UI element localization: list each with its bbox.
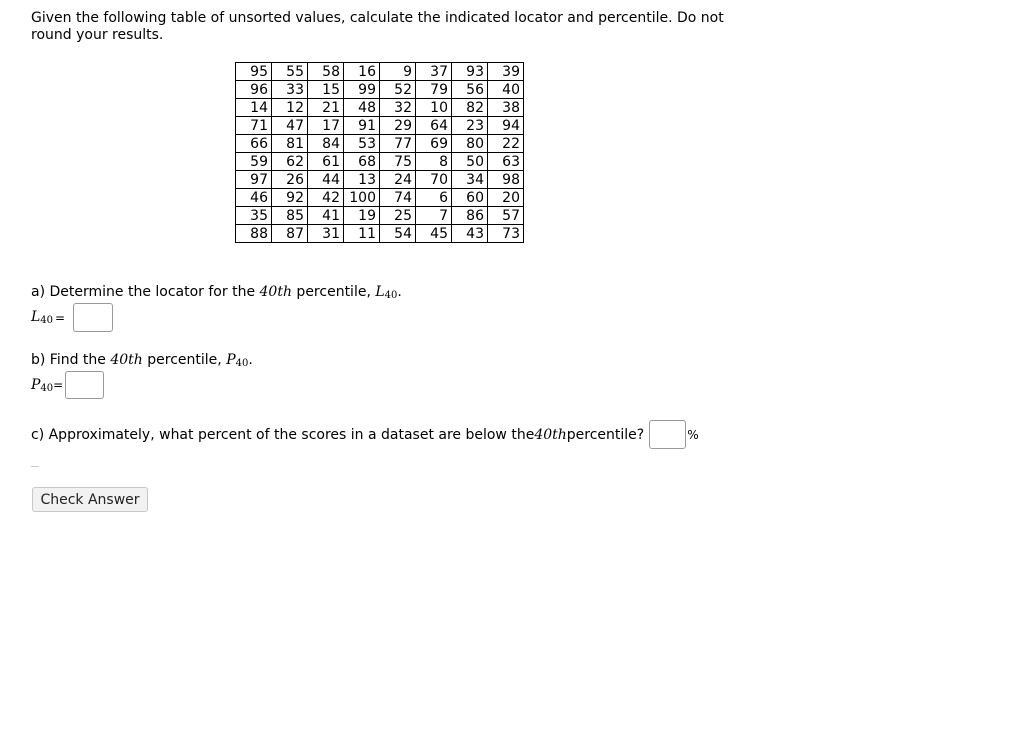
question-b-math: 40th [110,352,143,368]
values-table [235,62,524,243]
question-b-middle: percentile, [142,352,227,368]
table-cell: 9 [380,63,416,81]
table-cell: 19 [344,207,380,225]
question-b-symbol: $P_{40}$ [226,352,249,369]
table-row [236,135,524,153]
table-cell: 13 [344,171,380,189]
question-c-math: 40th [534,426,567,443]
table-cell: 59 [236,153,272,171]
table-cell: 54 [380,225,416,243]
table-cell: 32 [380,99,416,117]
answer-a-label: $L_{40}$ [31,309,54,326]
table-cell: 11 [344,225,380,243]
table-cell: 55 [272,63,308,81]
table-cell: 16 [344,63,380,81]
table-cell: 77 [380,135,416,153]
table-cell: 56 [452,81,488,99]
table-cell: 95 [236,63,272,81]
table-row [236,171,524,189]
table-cell: 35 [236,207,272,225]
answer-b-row [31,371,104,399]
table-row [236,81,524,99]
table-cell: 99 [344,81,380,99]
table-cell: 86 [452,207,488,225]
question-a-suffix: . [397,284,402,300]
answer-a-equals: = [55,310,66,325]
table-cell: 10 [416,99,452,117]
locator-input[interactable] [73,303,113,332]
table-cell: 15 [308,81,344,99]
table-cell: 80 [452,135,488,153]
instructions-text: Given the following table of unsorted values, calculate the indicated locator and percentile. Do not round your results. [31,10,724,43]
table-cell: 61 [308,153,344,171]
table-cell: 47 [272,117,308,135]
table-cell: 69 [416,135,452,153]
percent-input[interactable] [649,420,686,449]
table-cell: 98 [488,171,524,189]
table-row [236,153,524,171]
table-cell: 17 [308,117,344,135]
percent-unit: % [687,427,699,442]
table-cell: 85 [272,207,308,225]
question-c-suffix: percentile? [566,426,645,443]
table-cell: 62 [272,153,308,171]
table-cell: 24 [380,171,416,189]
table-cell: 38 [488,99,524,117]
table-cell: 58 [308,63,344,81]
question-c-prefix: c) Approximately, what percent of the scores in a dataset are below the [31,426,535,443]
table-cell: 96 [236,81,272,99]
table-cell: 92 [272,189,308,207]
table-cell: 44 [308,171,344,189]
table-cell: 31 [308,225,344,243]
table-cell: 70 [416,171,452,189]
table-cell: 7 [416,207,452,225]
table-row [236,207,524,225]
question-b-suffix: . [248,352,253,368]
question-a-prefix: a) Determine the locator for the [31,284,260,300]
question-b-prefix: b) Find the [31,352,111,368]
table-cell: 75 [380,153,416,171]
table-cell: 88 [236,225,272,243]
table-cell: 8 [416,153,452,171]
divider [31,466,39,467]
table-cell: 33 [272,81,308,99]
percentile-input[interactable] [65,371,104,399]
table-cell: 41 [308,207,344,225]
table-cell: 50 [452,153,488,171]
table-cell: 52 [380,81,416,99]
check-answer-button[interactable]: Check Answer [32,487,148,512]
table-row [236,189,524,207]
table-cell: 45 [416,225,452,243]
table-cell: 63 [488,153,524,171]
table-cell: 94 [488,117,524,135]
table-cell: 84 [308,135,344,153]
table-cell: 57 [488,207,524,225]
table-cell: 91 [344,117,380,135]
answer-a-row [31,303,113,332]
table-cell: 68 [344,153,380,171]
table-cell: 73 [488,225,524,243]
table-cell: 14 [236,99,272,117]
table-cell: 40 [488,81,524,99]
question-a-symbol: $L_{40}$ [375,284,398,301]
table-row [236,117,524,135]
table-cell: 20 [488,189,524,207]
table-cell: 34 [452,171,488,189]
table-cell: 6 [416,189,452,207]
table-cell: 53 [344,135,380,153]
table-cell: 87 [272,225,308,243]
table-cell: 12 [272,99,308,117]
table-cell: 46 [236,189,272,207]
table-cell: 97 [236,171,272,189]
table-cell: 25 [380,207,416,225]
table-cell: 60 [452,189,488,207]
table-cell: 93 [452,63,488,81]
table-row [236,225,524,243]
question-b [31,351,253,373]
table-cell: 79 [416,81,452,99]
table-cell: 64 [416,117,452,135]
answer-b-label: $P_{40}$ [31,376,54,394]
table-cell: 23 [452,117,488,135]
question-a-math: 40th [259,284,292,300]
table-cell: 82 [452,99,488,117]
table-cell: 39 [488,63,524,81]
question-c [31,420,699,449]
table-cell: 21 [308,99,344,117]
table-cell: 74 [380,189,416,207]
table-cell: 81 [272,135,308,153]
question-a [31,283,402,305]
table-row [236,63,524,81]
table-cell: 66 [236,135,272,153]
table-cell: 42 [308,189,344,207]
question-a-middle: percentile, [291,284,376,300]
answer-b-equals: = [53,378,64,392]
table-cell: 48 [344,99,380,117]
table-cell: 71 [236,117,272,135]
table-cell: 100 [344,189,380,207]
table-cell: 37 [416,63,452,81]
table-cell: 43 [452,225,488,243]
table-cell: 29 [380,117,416,135]
table-cell: 26 [272,171,308,189]
table-cell: 22 [488,135,524,153]
table-row [236,99,524,117]
